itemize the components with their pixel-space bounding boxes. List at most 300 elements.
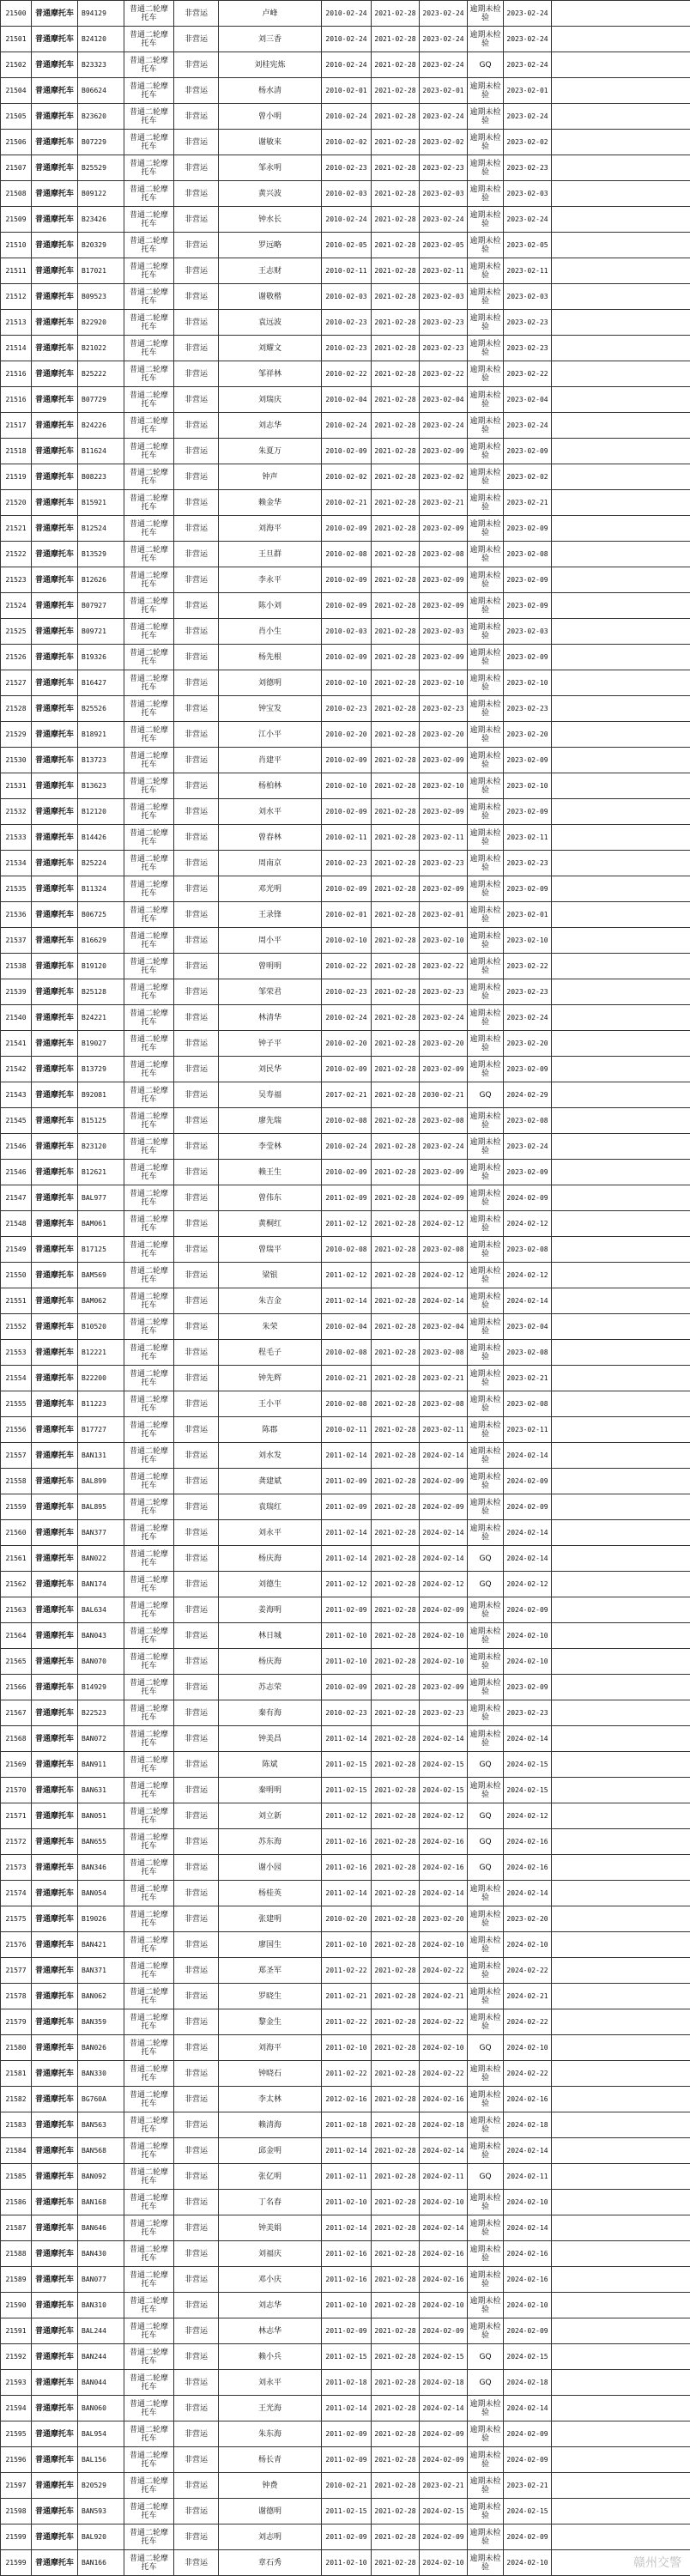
cell-date-3: 2024-02-10 [420, 1932, 468, 1958]
cell-date-2: 2021-02-28 [372, 1958, 420, 1984]
cell-register-date: 2011-02-21 [322, 1984, 372, 2009]
table-row [1, 439, 690, 464]
cell-status: 逾期未检验 [468, 2241, 504, 2267]
cell-empty [552, 1108, 690, 1134]
cell-date-2: 2021-02-28 [372, 2267, 420, 2293]
cell-date-3: 2024-02-14 [420, 1726, 468, 1752]
table-row [1, 670, 690, 696]
cell-register-date: 2011-02-18 [322, 2112, 372, 2138]
cell-empty [552, 2318, 690, 2344]
cell-body-style: 普通二轮摩托车 [124, 1726, 174, 1752]
cell-plate: BAN330 [78, 2061, 124, 2087]
table-row [1, 593, 690, 619]
cell-owner: 陈郡 [219, 1417, 322, 1443]
cell-usage: 非营运 [174, 1108, 219, 1134]
cell-register-date: 2010-02-09 [322, 516, 372, 542]
cell-plate: BAN377 [78, 1520, 124, 1546]
cell-plate: B10520 [78, 1314, 124, 1340]
cell-date-4: 2024-02-15 [504, 1778, 552, 1803]
cell-body-style: 普通二轮摩托车 [124, 722, 174, 748]
cell-register-date: 2010-02-23 [322, 310, 372, 336]
cell-date-2: 2021-02-28 [372, 1340, 420, 1366]
cell-empty [552, 516, 690, 542]
cell-date-3: 2023-02-08 [420, 1391, 468, 1417]
cell-date-2: 2021-02-28 [372, 1237, 420, 1263]
cell-status: 逾期未检验 [468, 2473, 504, 2499]
cell-owner: 谢德明 [219, 2499, 322, 2524]
cell-usage: 非营运 [174, 516, 219, 542]
cell-owner: 姜海明 [219, 1597, 322, 1623]
cell-body-style: 普通二轮摩托车 [124, 1597, 174, 1623]
cell-date-3: 2024-02-12 [420, 1211, 468, 1237]
cell-register-date: 2010-02-22 [322, 954, 372, 979]
cell-date-4: 2023-02-09 [504, 748, 552, 773]
cell-empty [552, 1160, 690, 1185]
cell-plate: B14929 [78, 1675, 124, 1700]
cell-status: 逾期未检验 [468, 1932, 504, 1958]
cell-record-id: 21516 [1, 361, 32, 387]
cell-usage: 非营运 [174, 336, 219, 361]
cell-date-2: 2021-02-28 [372, 1597, 420, 1623]
cell-status: GQ [468, 2164, 504, 2190]
cell-record-id: 21582 [1, 2087, 32, 2112]
cell-body-style: 普通二轮摩托车 [124, 2009, 174, 2035]
table-row [1, 310, 690, 336]
cell-usage: 非营运 [174, 1005, 219, 1031]
cell-register-date: 2010-02-23 [322, 1700, 372, 1726]
cell-plate: B21022 [78, 336, 124, 361]
cell-vehicle-type: 普通摩托车 [32, 799, 78, 825]
cell-vehicle-type: 普通摩托车 [32, 2138, 78, 2164]
cell-body-style: 普通二轮摩托车 [124, 2550, 174, 2576]
cell-body-style: 普通二轮摩托车 [124, 361, 174, 387]
cell-register-date: 2011-02-10 [322, 2550, 372, 2576]
cell-status: 逾期未检验 [468, 284, 504, 310]
cell-empty [552, 1005, 690, 1031]
cell-date-3: 2023-02-11 [420, 825, 468, 851]
cell-vehicle-type: 普通摩托车 [32, 1031, 78, 1057]
cell-usage: 非营运 [174, 1391, 219, 1417]
cell-record-id: 21510 [1, 233, 32, 258]
cell-body-style: 普通二轮摩托车 [124, 387, 174, 413]
cell-date-2: 2021-02-28 [372, 2215, 420, 2241]
cell-status: 逾期未检验 [468, 645, 504, 670]
cell-date-4: 2023-02-10 [504, 928, 552, 954]
cell-status: 逾期未检验 [468, 928, 504, 954]
table-row [1, 902, 690, 928]
cell-date-3: 2024-02-15 [420, 2499, 468, 2524]
cell-usage: 非营运 [174, 1881, 219, 1906]
cell-empty [552, 1443, 690, 1469]
cell-body-style: 普通二轮摩托车 [124, 181, 174, 207]
cell-record-id: 21543 [1, 1082, 32, 1108]
cell-date-2: 2021-02-28 [372, 979, 420, 1005]
cell-register-date: 2010-02-09 [322, 1675, 372, 1700]
cell-register-date: 2010-02-10 [322, 773, 372, 799]
cell-usage: 非营运 [174, 2421, 219, 2447]
cell-date-3: 2024-02-15 [420, 1752, 468, 1778]
cell-register-date: 2010-02-24 [322, 1134, 372, 1160]
cell-date-2: 2021-02-28 [372, 619, 420, 645]
cell-vehicle-type: 普通摩托车 [32, 258, 78, 284]
table-row [1, 413, 690, 439]
cell-plate: BAN054 [78, 1881, 124, 1906]
cell-date-3: 2023-02-20 [420, 1031, 468, 1057]
cell-date-2: 2021-02-28 [372, 2421, 420, 2447]
cell-body-style: 普通二轮摩托车 [124, 2370, 174, 2396]
cell-record-id: 21590 [1, 2293, 32, 2318]
cell-empty [552, 1314, 690, 1340]
cell-date-4: 2023-02-09 [504, 593, 552, 619]
cell-owner: 刘海平 [219, 516, 322, 542]
cell-owner: 刘耀文 [219, 336, 322, 361]
cell-vehicle-type: 普通摩托车 [32, 104, 78, 130]
table-row [1, 233, 690, 258]
table-row [1, 284, 690, 310]
cell-empty [552, 979, 690, 1005]
cell-body-style: 普通二轮摩托车 [124, 1906, 174, 1932]
cell-vehicle-type: 普通摩托车 [32, 542, 78, 567]
cell-record-id: 21529 [1, 722, 32, 748]
table-row [1, 1726, 690, 1752]
cell-vehicle-type: 普通摩托车 [32, 1881, 78, 1906]
cell-status: 逾期未检验 [468, 593, 504, 619]
cell-register-date: 2010-02-23 [322, 851, 372, 876]
cell-body-style: 普通二轮摩托车 [124, 1, 174, 27]
table-row [1, 2499, 690, 2524]
cell-plate: BAN077 [78, 2267, 124, 2293]
cell-vehicle-type: 普通摩托车 [32, 2267, 78, 2293]
table-row [1, 2318, 690, 2344]
cell-empty [552, 825, 690, 851]
cell-date-2: 2021-02-28 [372, 130, 420, 155]
cell-body-style: 普通二轮摩托车 [124, 1469, 174, 1494]
cell-record-id: 21587 [1, 2215, 32, 2241]
cell-register-date: 2010-02-24 [322, 207, 372, 233]
cell-date-4: 2024-02-10 [504, 1932, 552, 1958]
table-row [1, 1752, 690, 1778]
cell-vehicle-type: 普通摩托车 [32, 1572, 78, 1597]
cell-usage: 非营运 [174, 902, 219, 928]
cell-body-style: 普通二轮摩托车 [124, 1546, 174, 1572]
cell-register-date: 2011-02-14 [322, 1288, 372, 1314]
cell-empty [552, 464, 690, 490]
cell-record-id: 21511 [1, 258, 32, 284]
cell-status: 逾期未检验 [468, 464, 504, 490]
cell-plate: B22200 [78, 1366, 124, 1391]
cell-date-3: 2023-02-24 [420, 1, 468, 27]
cell-usage: 非营运 [174, 1185, 219, 1211]
cell-date-2: 2021-02-28 [372, 2370, 420, 2396]
cell-register-date: 2010-02-08 [322, 1340, 372, 1366]
cell-date-2: 2021-02-28 [372, 567, 420, 593]
cell-vehicle-type: 普通摩托车 [32, 593, 78, 619]
cell-usage: 非营运 [174, 645, 219, 670]
cell-vehicle-type: 普通摩托车 [32, 2524, 78, 2550]
cell-usage: 非营运 [174, 155, 219, 181]
cell-usage: 非营运 [174, 1984, 219, 2009]
cell-plate: BAN244 [78, 2344, 124, 2370]
cell-register-date: 2010-02-03 [322, 181, 372, 207]
cell-owner: 杨庆海 [219, 1546, 322, 1572]
table-row [1, 2164, 690, 2190]
cell-vehicle-type: 普通摩托车 [32, 1700, 78, 1726]
cell-empty [552, 1031, 690, 1057]
cell-owner: 钟美昌 [219, 1726, 322, 1752]
cell-empty [552, 1700, 690, 1726]
cell-date-3: 2023-02-24 [420, 104, 468, 130]
cell-status: 逾期未检验 [468, 1881, 504, 1906]
cell-empty [552, 748, 690, 773]
cell-record-id: 21509 [1, 207, 32, 233]
cell-vehicle-type: 普通摩托车 [32, 1803, 78, 1829]
cell-status: 逾期未检验 [468, 1700, 504, 1726]
cell-status: 逾期未检验 [468, 207, 504, 233]
cell-status: 逾期未检验 [468, 1366, 504, 1391]
cell-empty [552, 336, 690, 361]
table-row [1, 1005, 690, 1031]
cell-status: 逾期未检验 [468, 155, 504, 181]
cell-vehicle-type: 普通摩托车 [32, 928, 78, 954]
cell-status: 逾期未检验 [468, 1675, 504, 1700]
cell-date-2: 2021-02-28 [372, 464, 420, 490]
cell-owner: 黄兴波 [219, 181, 322, 207]
cell-date-2: 2021-02-28 [372, 799, 420, 825]
table-row [1, 1932, 690, 1958]
cell-vehicle-type: 普通摩托车 [32, 1185, 78, 1211]
cell-register-date: 2011-02-10 [322, 1649, 372, 1675]
cell-date-2: 2021-02-28 [372, 851, 420, 876]
cell-date-2: 2021-02-28 [372, 2190, 420, 2215]
cell-date-4: 2023-02-24 [504, 1005, 552, 1031]
cell-register-date: 2010-02-09 [322, 876, 372, 902]
cell-date-3: 2023-02-23 [420, 336, 468, 361]
cell-owner: 肖小生 [219, 619, 322, 645]
cell-usage: 非营运 [174, 490, 219, 516]
cell-empty [552, 310, 690, 336]
cell-record-id: 21552 [1, 1314, 32, 1340]
cell-owner: 林清华 [219, 1005, 322, 1031]
cell-empty [552, 696, 690, 722]
cell-plate: BAN174 [78, 1572, 124, 1597]
cell-body-style: 普通二轮摩托车 [124, 696, 174, 722]
table-body [1, 1, 690, 2576]
cell-register-date: 2010-02-10 [322, 670, 372, 696]
cell-empty [552, 593, 690, 619]
cell-body-style: 普通二轮摩托车 [124, 2499, 174, 2524]
cell-date-4: 2024-02-09 [504, 1185, 552, 1211]
table-row [1, 1881, 690, 1906]
cell-body-style: 普通二轮摩托车 [124, 902, 174, 928]
cell-empty [552, 104, 690, 130]
cell-body-style: 普通二轮摩托车 [124, 799, 174, 825]
cell-plate: BAM061 [78, 1211, 124, 1237]
table-row [1, 1340, 690, 1366]
cell-plate: BAM062 [78, 1288, 124, 1314]
cell-date-2: 2021-02-28 [372, 1443, 420, 1469]
cell-register-date: 2011-02-14 [322, 1726, 372, 1752]
cell-register-date: 2011-02-22 [322, 2009, 372, 2035]
cell-record-id: 21502 [1, 52, 32, 78]
cell-register-date: 2011-02-12 [322, 1263, 372, 1288]
cell-record-id: 21574 [1, 1881, 32, 1906]
table-row [1, 2421, 690, 2447]
cell-plate: B06624 [78, 78, 124, 104]
cell-date-4: 2023-02-08 [504, 1237, 552, 1263]
cell-vehicle-type: 普通摩托车 [32, 2035, 78, 2061]
cell-body-style: 普通二轮摩托车 [124, 413, 174, 439]
cell-vehicle-type: 普通摩托车 [32, 2550, 78, 2576]
cell-date-2: 2021-02-28 [372, 78, 420, 104]
cell-body-style: 普通二轮摩托车 [124, 2421, 174, 2447]
cell-status: 逾期未检验 [468, 670, 504, 696]
cell-plate: B17125 [78, 1237, 124, 1263]
cell-empty [552, 1855, 690, 1881]
cell-status: 逾期未检验 [468, 876, 504, 902]
cell-usage: 非营运 [174, 207, 219, 233]
cell-plate: B12621 [78, 1160, 124, 1185]
cell-owner: 程毛子 [219, 1340, 322, 1366]
cell-usage: 非营运 [174, 2009, 219, 2035]
cell-date-3: 2023-02-02 [420, 130, 468, 155]
cell-date-3: 2024-02-14 [420, 1546, 468, 1572]
cell-date-4: 2024-02-16 [504, 1855, 552, 1881]
cell-empty [552, 2087, 690, 2112]
cell-record-id: 21545 [1, 1108, 32, 1134]
cell-date-4: 2023-02-24 [504, 207, 552, 233]
cell-record-id: 21505 [1, 104, 32, 130]
cell-body-style: 普通二轮摩托车 [124, 567, 174, 593]
cell-vehicle-type: 普通摩托车 [32, 1623, 78, 1649]
cell-date-3: 2023-02-08 [420, 1340, 468, 1366]
cell-body-style: 普通二轮摩托车 [124, 2138, 174, 2164]
cell-record-id: 21579 [1, 2009, 32, 2035]
cell-plate: B19326 [78, 645, 124, 670]
cell-date-4: 2023-02-22 [504, 361, 552, 387]
cell-status: 逾期未检验 [468, 2087, 504, 2112]
cell-plate: B11624 [78, 439, 124, 464]
cell-owner: 赖金华 [219, 490, 322, 516]
cell-date-4: 2023-02-05 [504, 233, 552, 258]
cell-empty [552, 1881, 690, 1906]
cell-date-3: 2024-02-12 [420, 1803, 468, 1829]
cell-date-2: 2021-02-28 [372, 2318, 420, 2344]
cell-record-id: 21520 [1, 490, 32, 516]
cell-empty [552, 1, 690, 27]
cell-body-style: 普通二轮摩托车 [124, 1520, 174, 1546]
cell-empty [552, 1082, 690, 1108]
cell-owner: 刘德生 [219, 1572, 322, 1597]
cell-usage: 非营运 [174, 1494, 219, 1520]
cell-record-id: 21597 [1, 2473, 32, 2499]
cell-status: GQ [468, 1855, 504, 1881]
cell-plate: B14426 [78, 825, 124, 851]
cell-body-style: 普通二轮摩托车 [124, 336, 174, 361]
cell-owner: 廖先瑞 [219, 1108, 322, 1134]
cell-date-4: 2023-02-09 [504, 1675, 552, 1700]
cell-register-date: 2010-02-20 [322, 722, 372, 748]
cell-register-date: 2010-02-23 [322, 979, 372, 1005]
cell-record-id: 21599 [1, 2550, 32, 2576]
cell-plate: B09122 [78, 181, 124, 207]
cell-record-id: 21528 [1, 696, 32, 722]
cell-usage: 非营运 [174, 670, 219, 696]
cell-usage: 非营运 [174, 2035, 219, 2061]
table-row [1, 567, 690, 593]
cell-date-4: 2024-02-09 [504, 1597, 552, 1623]
cell-plate: B22920 [78, 310, 124, 336]
cell-record-id: 21500 [1, 1, 32, 27]
cell-date-4: 2023-02-10 [504, 670, 552, 696]
cell-status: 逾期未检验 [468, 1958, 504, 1984]
cell-vehicle-type: 普通摩托车 [32, 619, 78, 645]
cell-vehicle-type: 普通摩托车 [32, 1160, 78, 1185]
cell-status: 逾期未检验 [468, 439, 504, 464]
cell-date-4: 2023-02-23 [504, 851, 552, 876]
cell-vehicle-type: 普通摩托车 [32, 1829, 78, 1855]
cell-owner: 刘水发 [219, 1443, 322, 1469]
cell-status: 逾期未检验 [468, 2524, 504, 2550]
cell-date-3: 2023-02-24 [420, 52, 468, 78]
cell-plate: BAL899 [78, 1469, 124, 1494]
cell-plate: B94129 [78, 1, 124, 27]
table-row [1, 2396, 690, 2421]
cell-status: 逾期未检验 [468, 2267, 504, 2293]
cell-body-style: 普通二轮摩托车 [124, 1572, 174, 1597]
cell-empty [552, 954, 690, 979]
cell-plate: B25529 [78, 155, 124, 181]
cell-date-4: 2024-02-12 [504, 1211, 552, 1237]
cell-plate: BAN131 [78, 1443, 124, 1469]
cell-record-id: 21547 [1, 1185, 32, 1211]
table-row [1, 542, 690, 567]
cell-owner: 李永平 [219, 567, 322, 593]
cell-owner: 吴寿福 [219, 1082, 322, 1108]
cell-owner: 钟声 [219, 464, 322, 490]
table-row [1, 2009, 690, 2035]
cell-date-2: 2021-02-28 [372, 2138, 420, 2164]
cell-empty [552, 490, 690, 516]
cell-date-4: 2024-02-12 [504, 1263, 552, 1288]
cell-vehicle-type: 普通摩托车 [32, 1134, 78, 1160]
cell-empty [552, 130, 690, 155]
cell-date-3: 2024-02-09 [420, 1597, 468, 1623]
table-row [1, 2241, 690, 2267]
cell-status: 逾期未检验 [468, 1520, 504, 1546]
cell-usage: 非营运 [174, 1443, 219, 1469]
cell-usage: 非营运 [174, 1314, 219, 1340]
cell-record-id: 21525 [1, 619, 32, 645]
cell-date-3: 2023-02-23 [420, 155, 468, 181]
cell-empty [552, 1237, 690, 1263]
cell-plate: BAN072 [78, 1726, 124, 1752]
cell-date-2: 2021-02-28 [372, 1572, 420, 1597]
cell-date-3: 2023-02-24 [420, 207, 468, 233]
cell-record-id: 21589 [1, 2267, 32, 2293]
cell-record-id: 21557 [1, 1443, 32, 1469]
cell-vehicle-type: 普通摩托车 [32, 2499, 78, 2524]
cell-usage: 非营运 [174, 1082, 219, 1108]
cell-body-style: 普通二轮摩托车 [124, 2215, 174, 2241]
cell-empty [552, 1057, 690, 1082]
cell-empty [552, 773, 690, 799]
cell-empty [552, 258, 690, 284]
cell-vehicle-type: 普通摩托车 [32, 2344, 78, 2370]
cell-body-style: 普通二轮摩托车 [124, 1134, 174, 1160]
cell-date-4: 2023-02-11 [504, 1417, 552, 1443]
table-row [1, 799, 690, 825]
cell-date-4: 2023-02-20 [504, 1031, 552, 1057]
